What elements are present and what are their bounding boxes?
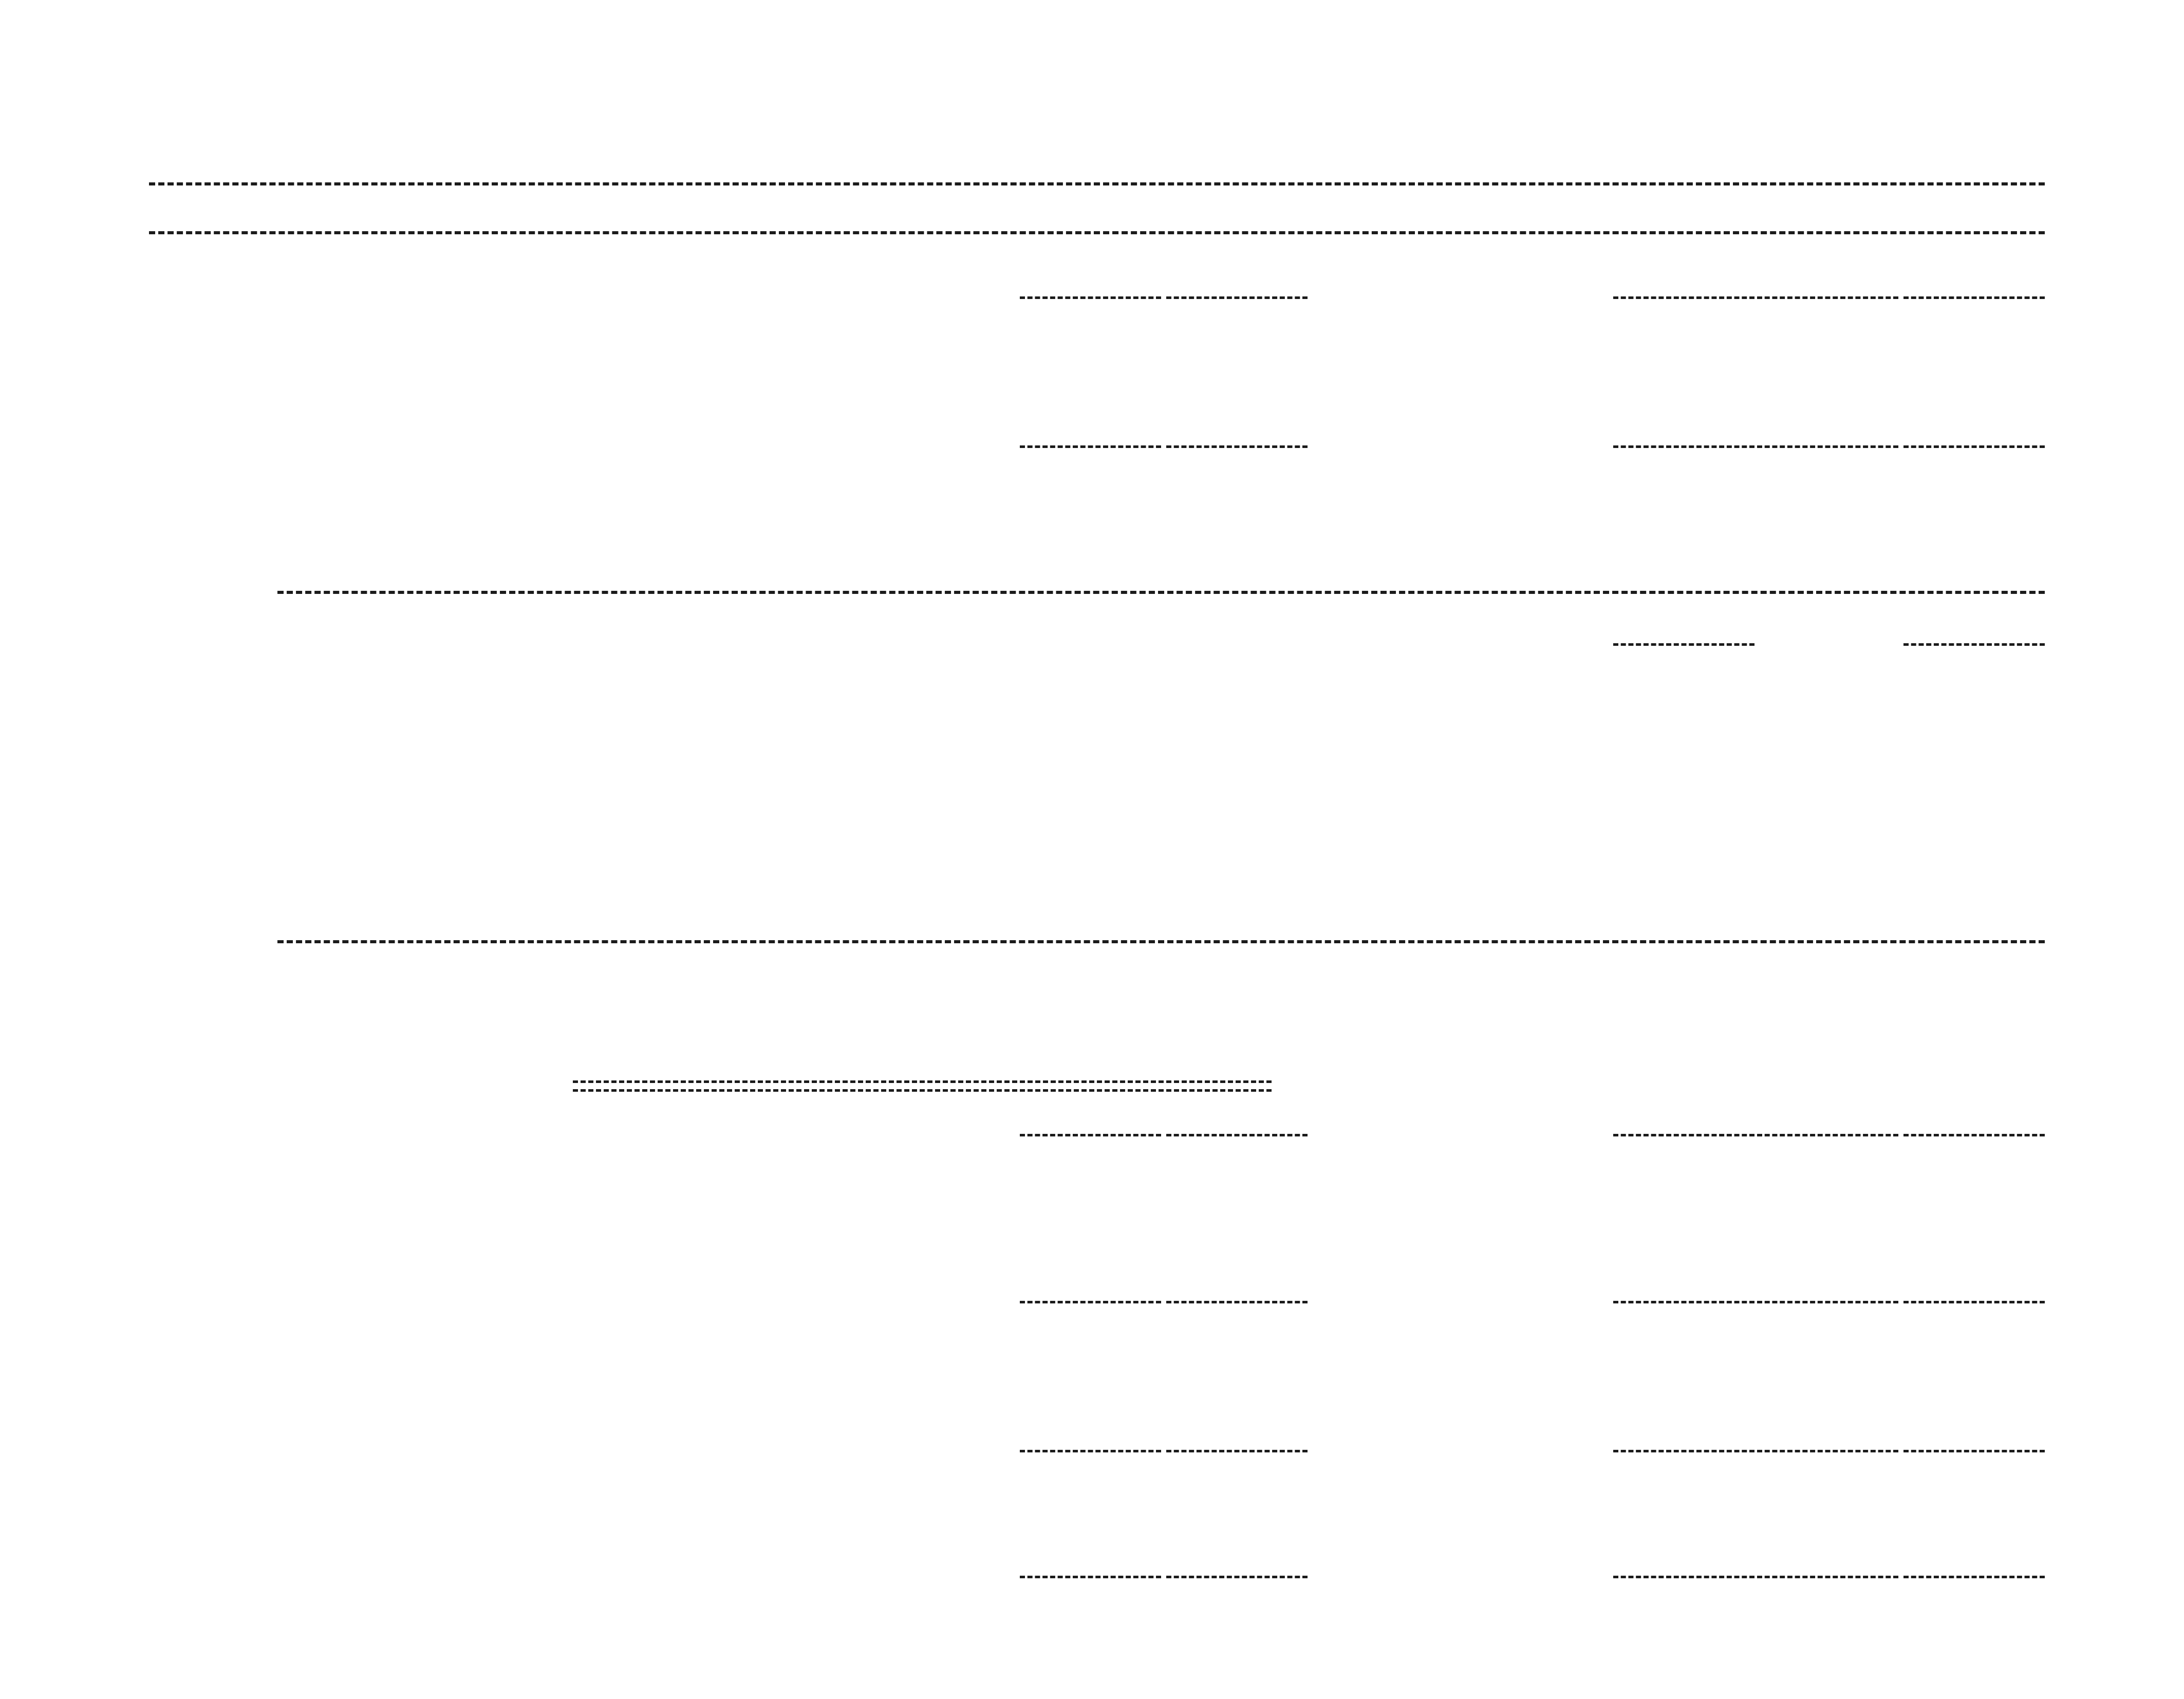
- row-c9-divider: [1613, 1450, 1754, 1452]
- row-c11-divider: [1903, 1450, 2045, 1452]
- total-c9-divider: [1613, 643, 1754, 646]
- header-top-rule: [149, 182, 2045, 185]
- row-c6-divider: [1166, 1450, 1308, 1452]
- row-c9-divider: [1613, 1301, 1754, 1303]
- row-c11-divider: [1903, 1576, 2045, 1578]
- row-c9-divider: [1613, 296, 1754, 299]
- row-c5-divider: [1020, 1301, 1161, 1303]
- section1-rule: [277, 591, 2045, 594]
- row-c10-divider: [1757, 296, 1898, 299]
- row-c9-divider: [1613, 1134, 1754, 1136]
- row-c5-divider: [1020, 296, 1161, 299]
- row-c5-divider: [1020, 1134, 1161, 1136]
- row-c5-divider: [1020, 445, 1161, 448]
- row-c5-divider: [1020, 1576, 1161, 1578]
- row-c9-divider: [1613, 1576, 1754, 1578]
- header-bottom-rule: [149, 231, 2045, 234]
- row-c10-divider: [1757, 1576, 1898, 1578]
- row-c11-divider: [1903, 1134, 2045, 1136]
- row-c6-divider: [1166, 1301, 1308, 1303]
- section2-title-underline: [573, 1080, 1272, 1092]
- row-c6-divider: [1166, 445, 1308, 448]
- row-c6-divider: [1166, 1576, 1308, 1578]
- row-c10-divider: [1757, 1450, 1898, 1452]
- row-c9-divider: [1613, 445, 1754, 448]
- row-c10-divider: [1757, 1134, 1898, 1136]
- row-c5-divider: [1020, 1450, 1161, 1452]
- row-c11-divider: [1903, 1301, 2045, 1303]
- section1-total-rule: [277, 940, 2045, 943]
- row-c11-divider: [1903, 296, 2045, 299]
- total-c11-divider: [1903, 643, 2045, 646]
- row-c6-divider: [1166, 1134, 1308, 1136]
- row-c10-divider: [1757, 1301, 1898, 1303]
- row-c6-divider: [1166, 296, 1308, 299]
- row-c10-divider: [1757, 445, 1898, 448]
- row-c11-divider: [1903, 445, 2045, 448]
